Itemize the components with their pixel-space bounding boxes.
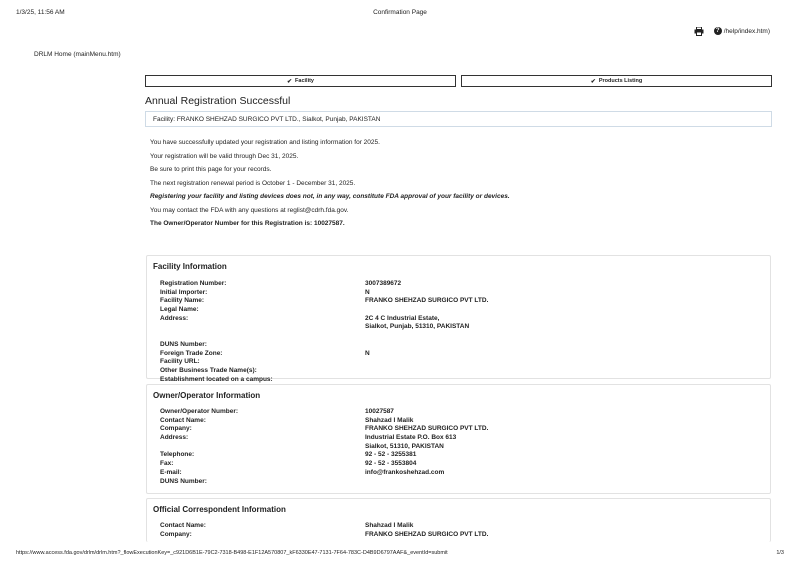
- owner-rows: [160, 408, 488, 486]
- row-label: Contact Name:: [160, 416, 206, 424]
- table-row: [160, 531, 488, 540]
- row-label: [160, 332, 365, 341]
- row-value: Shahzad I Malik: [365, 522, 414, 529]
- row-label: Legal Name:: [160, 306, 199, 314]
- table-row: [160, 332, 488, 341]
- row-value: info@frankoshehzad.com: [365, 468, 445, 476]
- facility-information-panel: [146, 255, 771, 383]
- table-row: [160, 443, 488, 452]
- row-label: Address:: [160, 434, 189, 442]
- table-row: [160, 478, 488, 487]
- help-circle-icon: ?: [714, 27, 722, 35]
- table-row: [160, 350, 488, 359]
- tab-facility[interactable]: [145, 75, 456, 87]
- row-label: Facility URL:: [160, 358, 200, 366]
- row-label: DUNS Number:: [160, 340, 207, 348]
- panel-title: Official Correspondent Information: [153, 505, 286, 514]
- print-page-title: Confirmation Page: [373, 9, 427, 16]
- row-value: Sialkot, Punjab, 51310, PAKISTAN: [365, 323, 470, 331]
- facility-summary-text: Facility: FRANKO SHEHZAD SURGICO PVT LTD., Sialkot, Punjab, PAKISTAN: [153, 115, 381, 123]
- row-value: Sialkot, 51310, PAKISTAN: [365, 442, 444, 450]
- row-value: 3007389672: [365, 280, 402, 287]
- table-row: [160, 460, 488, 469]
- row-label: Other Business Trade Name(s):: [160, 366, 257, 374]
- table-row: [160, 451, 488, 460]
- help-link-text: /help/index.htm): [723, 27, 770, 35]
- row-label: Company:: [160, 425, 192, 433]
- printer-icon[interactable]: [694, 27, 704, 35]
- tab-facility-label: Facility: [295, 78, 314, 84]
- facility-summary-box: [145, 111, 772, 127]
- drlm-home-link[interactable]: DRLM Home (mainMenu.htm): [34, 51, 121, 58]
- owner-operator-panel: [146, 384, 771, 494]
- row-value: N: [365, 288, 370, 296]
- message-disclaimer: Registering your facility and listing devices does not, in any way, constitute FDA approval of your facility or devices.: [150, 193, 510, 200]
- table-row: [160, 280, 488, 289]
- facility-rows: [160, 280, 488, 384]
- page-title: Annual Registration Successful: [145, 95, 291, 107]
- confirmation-messages: [150, 140, 510, 235]
- row-label: [160, 443, 365, 452]
- message-valid-through: Your registration will be valid through Dec 31, 2025.: [150, 152, 299, 160]
- message-contact: You may contact the FDA with any questions at reglist@cdrh.fda.gov.: [150, 206, 349, 214]
- correspondent-rows: [160, 522, 488, 539]
- row-value: 92 - 52 - 3553804: [365, 460, 417, 468]
- row-label: E-mail:: [160, 468, 182, 476]
- panel-title: Owner/Operator Information: [153, 391, 261, 400]
- row-label: Owner/Operator Number:: [160, 408, 239, 415]
- print-datetime: 1/3/25, 11:56 AM: [16, 9, 65, 16]
- message-renewal-period: The next registration renewal period is October 1 - December 31, 2025.: [150, 179, 356, 187]
- table-row: [160, 289, 488, 298]
- checkmark-icon: ✔: [287, 78, 293, 85]
- message-print: Be sure to print this page for your records.: [150, 166, 272, 173]
- print-footer-page-number: 1/3: [776, 550, 784, 556]
- table-row: [160, 522, 488, 531]
- row-value: FRANKO SHEHZAD SURGICO PVT LTD.: [365, 425, 489, 433]
- print-footer-url: https://www.access.fda.gov/drlm/drlm.htm?_flowExecutionKey=_c921D6B1E-79C2-7318-B498-E1F12A570807_kF6330E47-7131-7F64-783C-D4B9D6797AAF&_eventId=submit: [16, 550, 448, 556]
- row-value: FRANKO SHEHZAD SURGICO PVT LTD.: [365, 530, 489, 538]
- table-row: [160, 417, 488, 426]
- row-label: Facility Name:: [160, 297, 205, 305]
- row-label: Registration Number:: [160, 280, 227, 287]
- table-row: [160, 323, 488, 332]
- row-label: Contact Name:: [160, 522, 206, 529]
- table-row: [160, 315, 488, 324]
- checkmark-icon: ✔: [590, 78, 596, 85]
- message-owner-number: The Owner/Operator Number for this Registration is: 10027587.: [150, 220, 345, 227]
- tab-bar: [145, 75, 772, 87]
- row-value: Industrial Estate P.O. Box 613: [365, 434, 457, 442]
- row-value: N: [365, 349, 370, 357]
- tab-products-listing[interactable]: [461, 75, 772, 87]
- row-label: DUNS Number:: [160, 477, 207, 485]
- row-value: 10027587: [365, 408, 394, 415]
- row-label: [160, 323, 365, 332]
- help-link[interactable]: [714, 27, 770, 35]
- table-row: [160, 425, 488, 434]
- row-value: FRANKO SHEHZAD SURGICO PVT LTD.: [365, 297, 489, 305]
- row-label: Initial Importer:: [160, 288, 208, 296]
- table-row: [160, 434, 488, 443]
- panel-title: Facility Information: [153, 262, 227, 271]
- row-label: Address:: [160, 314, 189, 322]
- table-row: [160, 469, 488, 478]
- row-label: Establishment located on a campus:: [160, 375, 273, 383]
- tab-products-listing-label: Products Listing: [598, 78, 643, 84]
- message-updated: You have successfully updated your registration and listing information for 2025.: [150, 139, 380, 146]
- row-label: Company:: [160, 530, 192, 538]
- table-row: [160, 367, 488, 376]
- row-value: 2C 4 C Industrial Estate,: [365, 314, 440, 322]
- table-row: [160, 306, 488, 315]
- top-links: [694, 27, 770, 35]
- row-label: Fax:: [160, 460, 174, 468]
- table-row: [160, 297, 488, 306]
- table-row: [160, 376, 488, 385]
- row-value: 92 - 52 - 3255381: [365, 451, 417, 459]
- row-label: Telephone:: [160, 451, 195, 459]
- table-row: [160, 408, 488, 417]
- table-row: [160, 341, 488, 350]
- row-label: Foreign Trade Zone:: [160, 349, 223, 357]
- official-correspondent-panel: [146, 498, 771, 542]
- table-row: [160, 358, 488, 367]
- row-value: Shahzad I Malik: [365, 416, 414, 424]
